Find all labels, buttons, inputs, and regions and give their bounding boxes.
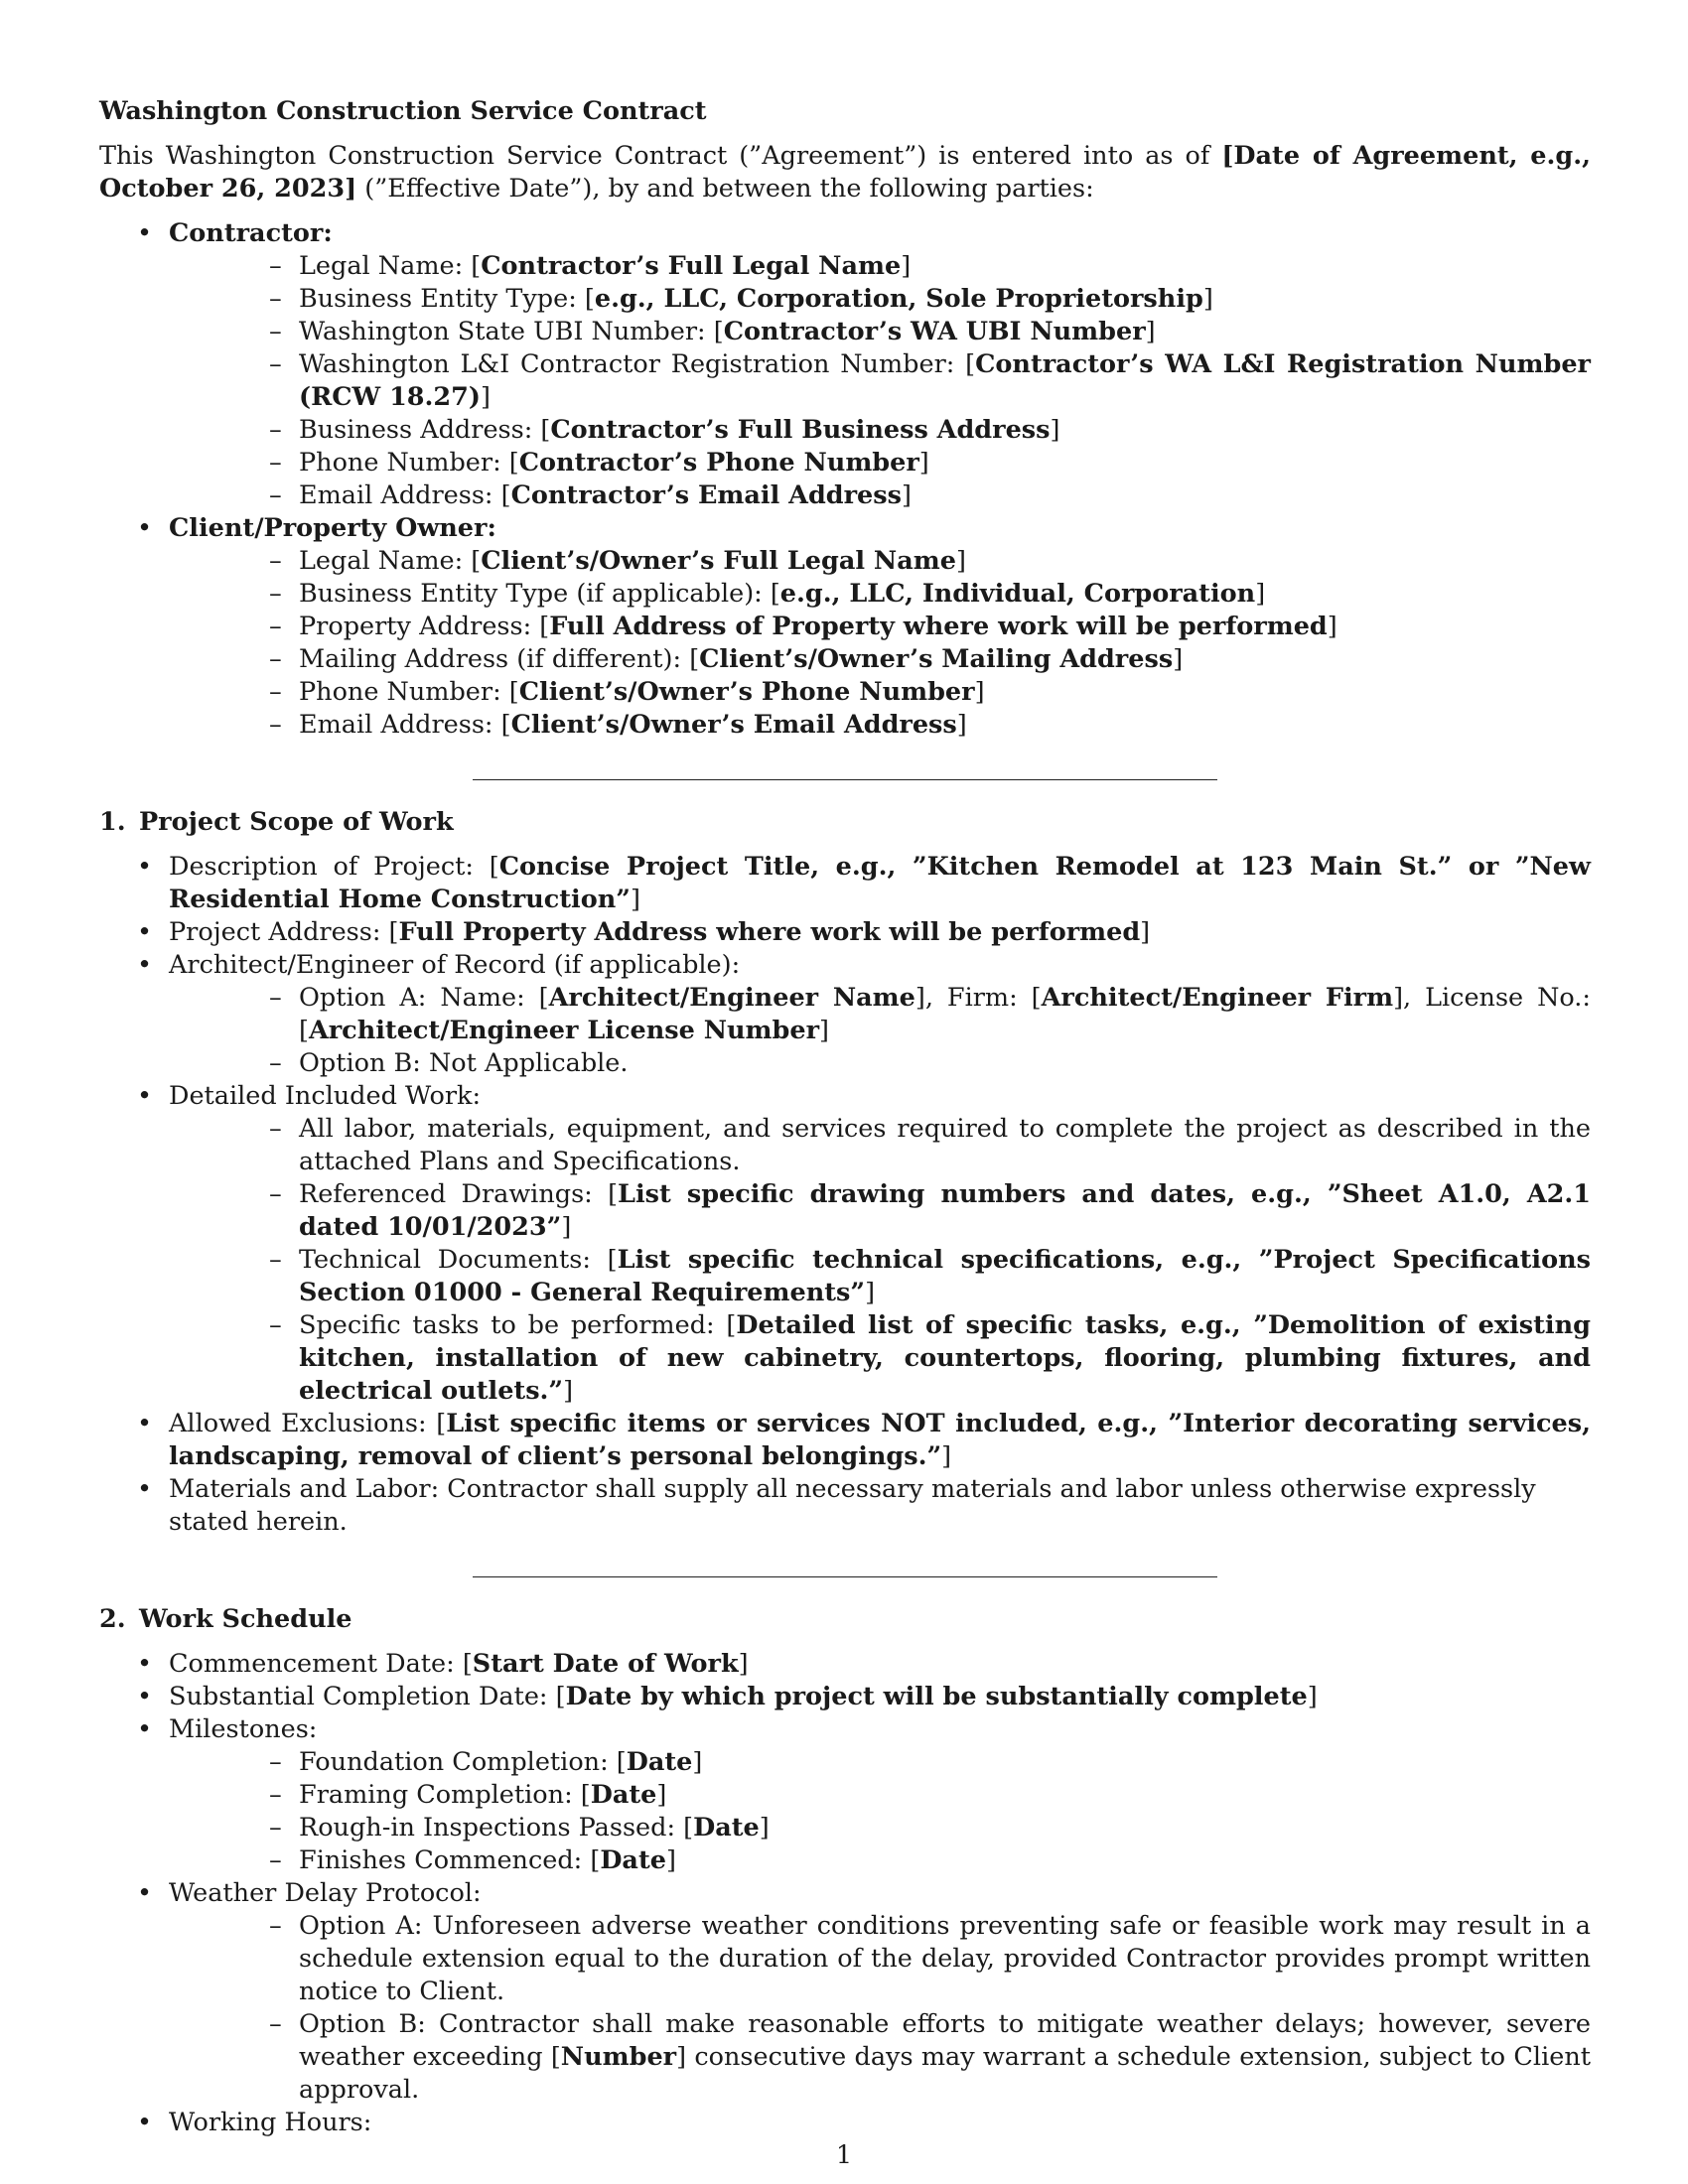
client-field: – Email Address: [Client’s/Owner’s Email Address]	[169, 709, 1591, 742]
commencement-date: • Commencement Date: [Start Date of Work]	[99, 1648, 1591, 1681]
contractor-field: – Phone Number: [Contractor’s Phone Number]	[169, 447, 1591, 479]
architect-of-record: • Architect/Engineer of Record (if applicable): – Option A: Name: [Architect/Engineer Name], Firm: [Architect/Engineer Firm], License No.: [Architect/Engineer License Number] – Option B: Not Applicable.	[99, 949, 1591, 1080]
architect-option-b: – Option B: Not Applicable.	[169, 1047, 1591, 1080]
contractor-heading: Contractor:	[169, 218, 333, 248]
milestone-item: – Foundation Completion: [Date]	[169, 1746, 1591, 1779]
intro-paragraph	[99, 140, 1591, 205]
document-page	[99, 95, 1591, 2139]
document-title: Washington Construction Service Contract	[99, 96, 707, 126]
contractor-field: – Email Address: [Contractor’s Email Address]	[169, 479, 1591, 512]
client-field: – Phone Number: [Client’s/Owner’s Phone Number]	[169, 676, 1591, 709]
section-2-list	[99, 1648, 1591, 2139]
project-address: • Project Address: [Full Property Address where work will be performed]	[99, 916, 1591, 949]
included-all-labor: – All labor, materials, equipment, and services required to complete the project as described in the attached Plans and Specifications.	[169, 1113, 1591, 1178]
referenced-drawings: – Referenced Drawings: [List specific drawing numbers and dates, e.g., ”Sheet A1.0, A2.1 dated 10/01/2023”]	[169, 1178, 1591, 1244]
section-divider	[473, 1576, 1217, 1577]
allowed-exclusions: • Allowed Exclusions: [List specific items or services NOT included, e.g., ”Interior decorating services, landscaping, removal of client’s personal belongings.”]	[99, 1408, 1591, 1473]
included-work: • Detailed Included Work: – All labor, materials, equipment, and services required to complete the project as described in the attached Plans and Specifications. – Referenced Drawings: [List specific drawing numbers and dates, e.g., ”Sheet A1.0, A2.1 dated 10/01/2023”] – Technical Documents: [List specific technical specifications, e.g., ”Project Specifications Section 01000 - General Requirements”] – Specific tasks to be performed: [Detailed list of specific tasks, e.g., ”Demolition of existing kitchen, installation of new cabinetry, countertops, flooring, plumbing fixtures, and electrical outlets.”]	[99, 1080, 1591, 1408]
included-work-items	[238, 1113, 1591, 1408]
architect-option-a: – Option A: Name: [Architect/Engineer Name], Firm: [Architect/Engineer Firm], License No.: [Architect/Engineer License Number]	[169, 982, 1591, 1047]
client-field: – Business Entity Type (if applicable): [e.g., LLC, Individual, Corporation]	[169, 578, 1591, 611]
section-divider	[473, 779, 1217, 780]
working-hours: • Working Hours:	[99, 2107, 1591, 2139]
parties-list	[99, 217, 1591, 742]
completion-date: • Substantial Completion Date: [Date by which project will be substantially complete]	[99, 1681, 1591, 1713]
project-description: • Description of Project: [Concise Project Title, e.g., ”Kitchen Remodel at 123 Main St.” or ”New Residential Home Construction”]	[99, 851, 1591, 916]
architect-options	[238, 982, 1591, 1080]
party-contractor	[99, 217, 1591, 512]
specific-tasks: – Specific tasks to be performed: [Detailed list of specific tasks, e.g., ”Demolition of existing kitchen, installation of new cabinetry, countertops, flooring, plumbing fixtures, and electrical outlets.”]	[169, 1309, 1591, 1408]
party-client	[99, 512, 1591, 742]
intro-text: This Washington Construction Service Contract (”Agreement”) is entered into as of	[99, 141, 1222, 171]
agreement-date-placeholder: [Date of Agreement, e.g., October 26, 2023]	[99, 141, 1591, 204]
technical-documents: – Technical Documents: [List specific technical specifications, e.g., ”Project Specifications Section 01000 - General Requirements”]	[169, 1244, 1591, 1309]
section-1-heading: 1. Project Scope of Work	[99, 807, 454, 837]
milestone-item: – Framing Completion: [Date]	[169, 1779, 1591, 1812]
milestone-item: – Finishes Commenced: [Date]	[169, 1844, 1591, 1877]
client-field: – Property Address: [Full Address of Property where work will be performed]	[169, 611, 1591, 643]
weather-delay-protocol: • Weather Delay Protocol: – Option A: Unforeseen adverse weather conditions preventing safe or feasible work may result in a schedule extension equal to the duration of the delay, provided Contractor provides prompt written notice to Client. – Option B: Contractor shall make reasonable efforts to mitigate weather delays; however, severe weather exceeding [Number] consecutive days may warrant a schedule extension, subject to Client approval.	[99, 1877, 1591, 2107]
section-1-list	[99, 851, 1591, 1539]
contractor-field: – Washington L&I Contractor Registration Number: [Contractor’s WA L&I Registration Number (RCW 18.27)]	[169, 348, 1591, 414]
contractor-field: – Business Entity Type: [e.g., LLC, Corporation, Sole Proprietorship]	[169, 283, 1591, 316]
milestones: • Milestones: – Foundation Completion: [Date] – Framing Completion: [Date] – Rough-in Inspections Passed: [Date] – Finishes Commenced: [Date]	[99, 1713, 1591, 1877]
client-heading: Client/Property Owner:	[169, 513, 496, 543]
contractor-field: – Legal Name: [Contractor’s Full Legal Name]	[169, 250, 1591, 283]
client-field: – Mailing Address (if different): [Client’s/Owner’s Mailing Address]	[169, 643, 1591, 676]
weather-option-b: – Option B: Contractor shall make reasonable efforts to mitigate weather delays; however, severe weather exceeding [Number] consecutive days may warrant a schedule extension, subject to Client approval.	[169, 2008, 1591, 2107]
section-2-heading: 2. Work Schedule	[99, 1604, 352, 1634]
page-number: 1	[835, 2140, 853, 2170]
weather-options	[238, 1910, 1591, 2107]
intro-text-end: (”Effective Date”), by and between the following parties:	[356, 174, 1094, 204]
contractor-fields	[238, 250, 1591, 512]
materials-and-labor: • Materials and Labor: Contractor shall supply all necessary materials and labor unless otherwise expressly stated herein.	[99, 1473, 1591, 1539]
weather-option-a: – Option A: Unforeseen adverse weather conditions preventing safe or feasible work may result in a schedule extension equal to the duration of the delay, provided Contractor provides prompt written notice to Client.	[169, 1910, 1591, 2008]
client-field: – Legal Name: [Client’s/Owner’s Full Legal Name]	[169, 545, 1591, 578]
contractor-field: – Washington State UBI Number: [Contractor’s WA UBI Number]	[169, 316, 1591, 348]
milestone-items	[238, 1746, 1591, 1877]
client-fields	[238, 545, 1591, 742]
milestone-item: – Rough-in Inspections Passed: [Date]	[169, 1812, 1591, 1844]
contractor-field: – Business Address: [Contractor’s Full Business Address]	[169, 414, 1591, 447]
